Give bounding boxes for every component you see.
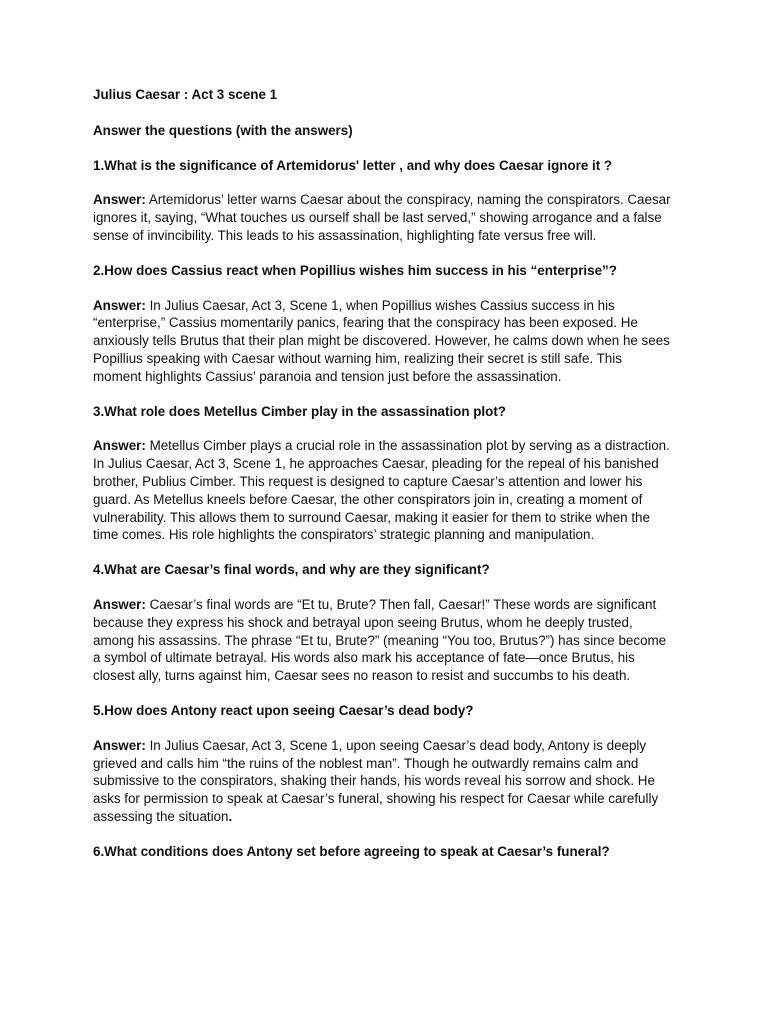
answer-3 xyxy=(93,437,673,544)
answer-end-period: . xyxy=(228,808,233,824)
answer-2 xyxy=(93,297,673,386)
question-2: 2.How does Cassius react when Popillius wishes him success in his “enterprise”? xyxy=(93,262,617,278)
qa-item-5 xyxy=(93,702,673,826)
answer-text: In Julius Caesar, Act 3, Scene 1, when Popillius wishes Cassius success in his “enterprise,” Cassius momentarily panics, fearing that the conspiracy has been exposed. He anxiously tells Brutus that their plan might be discovered. However, he calms down when he sees Popillius speaking with Caesar without warning him, realizing their secret is still safe. This moment highlights Cassius’ paranoia and tension just before the assassination. xyxy=(93,297,670,384)
answer-label: Answer: xyxy=(93,297,146,313)
question-3: 3.What role does Metellus Cimber play in the assassination plot? xyxy=(93,403,506,419)
qa-item-3 xyxy=(93,403,673,545)
answer-label: Answer: xyxy=(93,737,146,753)
question-1: 1.What is the significance of Artemidorus' letter , and why does Caesar ignore it ? xyxy=(93,157,613,173)
answer-label: Answer: xyxy=(93,596,146,612)
question-4: 4.What are Caesar’s final words, and why are they significant? xyxy=(93,562,490,578)
qa-item-2 xyxy=(93,262,673,386)
answer-text: Metellus Cimber plays a crucial role in the assassination plot by serving as a distraction. In Julius Caesar, Act 3, Scene 1, he approaches Caesar, pleading for the repeal of his banished brother, Publius Cimber. This request is designed to capture Caesar’s attention and lower his guard. As Metellus kneels before Caesar, the other conspirators join in, creating a moment of vulnerability. This allows them to surround Caesar, making it easier for them to strike when the time comes. His role highlights the conspirators’ strategic planning and manipulation. xyxy=(93,438,670,543)
answer-1 xyxy=(93,191,673,244)
answer-5 xyxy=(93,737,673,826)
question-5: 5.How does Antony react upon seeing Caesar’s dead body? xyxy=(93,702,474,718)
document-title: Julius Caesar : Act 3 scene 1 xyxy=(93,87,278,102)
qa-item-4 xyxy=(93,561,673,685)
answer-text: Artemidorus’ letter warns Caesar about the conspiracy, naming the conspirators. Caesar ignores it, saying, “What touches us ourself shall be last served,” showing arrogance and a false sense of invincibility. This leads to his assassination, highlighting fate versus free will. xyxy=(93,192,671,243)
document-page xyxy=(93,86,673,878)
answer-label: Answer: xyxy=(93,192,146,208)
answer-label: Answer: xyxy=(93,438,146,454)
qa-item-6 xyxy=(93,843,673,861)
instructions: Answer the questions (with the answers) xyxy=(93,122,353,138)
answer-text: Caesar’s final words are “Et tu, Brute? Then fall, Caesar!” These words are significant because they express his shock and betrayal upon seeing Brutus, whom he deeply trusted, among his assassins. The phrase “Et tu, Brute?” (meaning “You too, Brutus?”) has since become a symbol of ultimate betrayal. His words also mark his acceptance of fate—once Brutus, his closest ally, turns against him, Caesar sees no reason to resist and succumbs to his death. xyxy=(93,596,667,684)
answer-4 xyxy=(93,596,673,685)
qa-item-1 xyxy=(93,157,673,245)
answer-text: In Julius Caesar, Act 3, Scene 1, upon seeing Caesar’s dead body, Antony is deeply grieved and calls him “the ruins of the noblest man”. Though he outwardly remains calm and submissive to the conspirators, shaking their hands, his words reveal his sorrow and shock. He asks for permission to speak at Caesar’s funeral, showing his respect for Caesar while carefully assessing the situation xyxy=(93,737,659,824)
question-6: 6.What conditions does Antony set before agreeing to speak at Caesar’s funeral? xyxy=(93,843,610,859)
